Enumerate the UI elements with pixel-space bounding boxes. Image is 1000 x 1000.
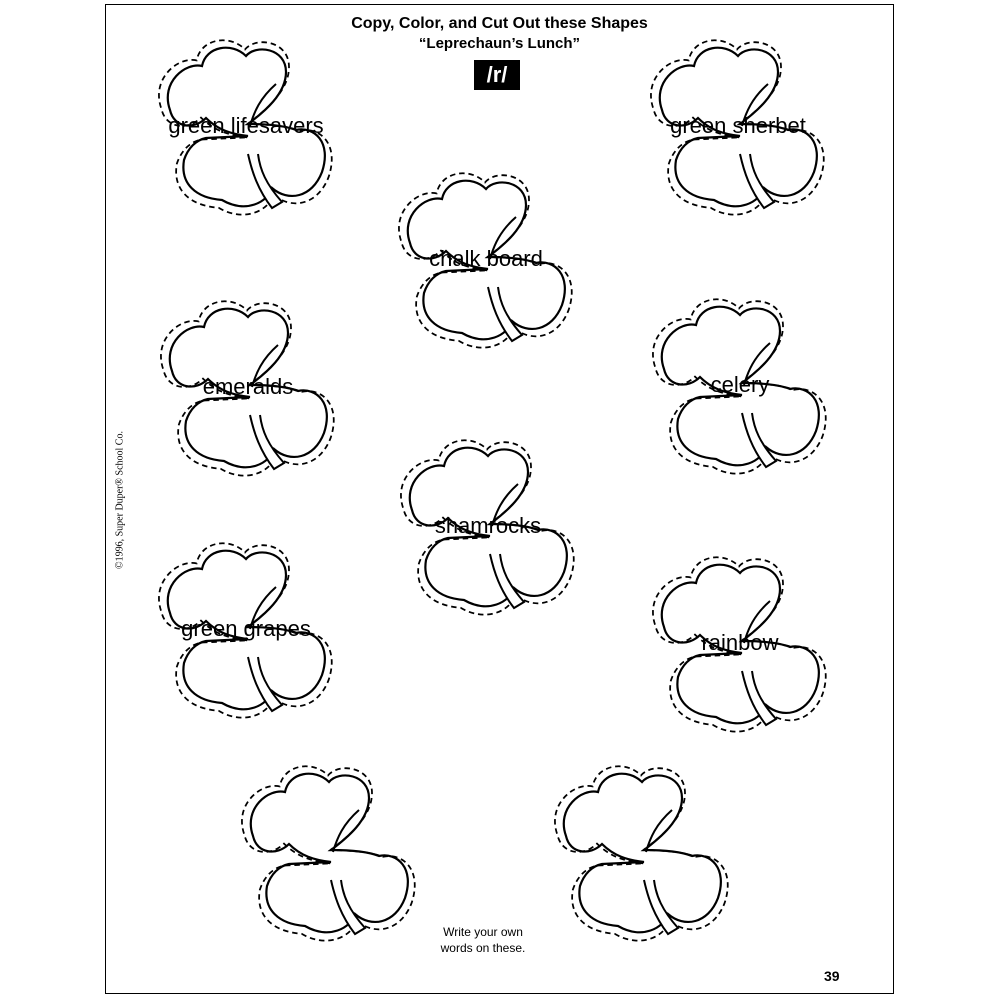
shamrock-card[interactable] <box>376 155 596 375</box>
shamrock-word: chalk board <box>429 246 543 271</box>
shamrock-word: celery <box>710 372 770 397</box>
shamrock-card[interactable] <box>378 422 598 642</box>
shamrock-shape <box>219 748 439 968</box>
shamrock-card[interactable] <box>136 525 356 745</box>
shamrock-card[interactable] <box>219 748 439 968</box>
shamrock-word: green lifesavers <box>168 113 324 138</box>
shamrock-card[interactable] <box>138 283 358 503</box>
page-number: 39 <box>824 968 840 984</box>
shamrock-word: green grapes <box>181 616 311 641</box>
shamrock-card[interactable] <box>630 281 850 501</box>
shamrock-card[interactable] <box>630 539 850 759</box>
shamrock-card[interactable] <box>136 22 356 242</box>
copyright-notice: ©1996, Super Duper® School Co. <box>114 431 126 569</box>
title-line-2: “Leprechaun’s Lunch” <box>418 35 581 52</box>
shamrock-shape <box>532 748 752 968</box>
shamrock-word: rainbow <box>701 630 779 655</box>
shamrock-card[interactable] <box>628 22 848 242</box>
shamrock-card[interactable] <box>532 748 752 968</box>
title-line-1: Copy, Color, and Cut Out these Shapes <box>351 15 648 32</box>
write-your-own-note: Write your own words on these. <box>440 925 526 955</box>
shamrock-word: green sherbet <box>670 113 806 138</box>
shamrock-word: shamrocks <box>434 513 542 538</box>
sound-badge: /r/ <box>474 60 520 90</box>
shamrock-word: emeralds <box>202 374 294 399</box>
